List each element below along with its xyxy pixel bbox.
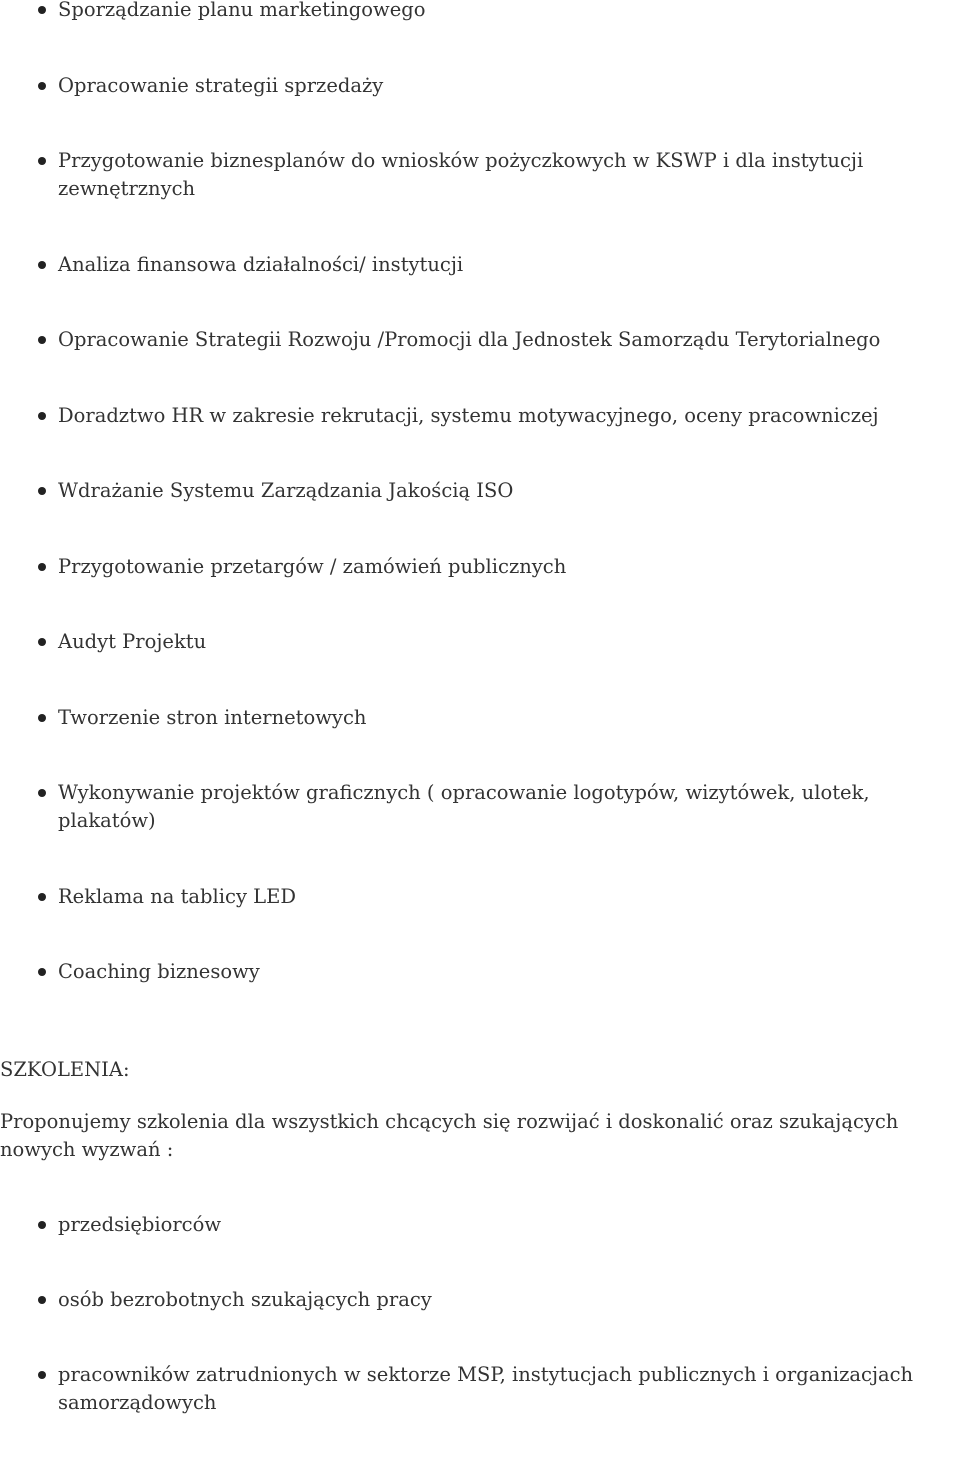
- list-item: [0, 402, 960, 430]
- list-item-text: Przygotowanie przetargów / zamówień publicznych: [58, 554, 567, 578]
- list-item-text: Analiza finansowa działalności/ instytucji: [58, 252, 464, 276]
- list-item: [0, 1211, 960, 1239]
- list-item-text: przedsiębiorców: [58, 1213, 222, 1236]
- list-item-text: Wdrażanie Systemu Zarządzania Jakością ISO: [58, 479, 514, 502]
- list-item: [0, 704, 960, 732]
- list-item: [0, 147, 960, 203]
- list-item-text: Doradztwo HR w zakresie rekrutacji, systemu motywacyjnego, oceny pracowniczej: [58, 403, 879, 427]
- list-item: [0, 1361, 960, 1417]
- list-item: [0, 72, 960, 100]
- list-item: [0, 477, 960, 505]
- list-item: [0, 628, 960, 656]
- list-item-text: Audyt Projektu: [58, 630, 207, 653]
- audience-list: [0, 1211, 960, 1464]
- list-item: [0, 0, 960, 24]
- bullet-icon: [38, 789, 46, 797]
- training-intro: Proponujemy szkolenia dla wszystkich chcących się rozwijać i doskonalić oraz szukających nowych wyzwań :: [0, 1110, 899, 1161]
- bullet-icon: [38, 336, 46, 344]
- list-item-text: osób bezrobotnych szukających pracy: [58, 1288, 432, 1311]
- bullet-icon: [38, 893, 46, 901]
- list-item-text: Opracowanie Strategii Rozwoju /Promocji dla Jednostek Samorządu Terytorialnego: [58, 328, 881, 351]
- bullet-icon: [38, 412, 46, 420]
- bullet-icon: [38, 1371, 46, 1379]
- list-item-text: pracowników zatrudnionych w sektorze MSP, instytucjach publicznych i organizacjach samorządowych: [58, 1363, 914, 1414]
- bullet-icon: [38, 714, 46, 722]
- bullet-icon: [38, 487, 46, 495]
- bullet-icon: [38, 157, 46, 165]
- list-item-text: Wykonywanie projektów graficznych ( opracowanie logotypów, wizytówek, ulotek, plakatów): [58, 781, 870, 832]
- list-item: [0, 1286, 960, 1314]
- section-heading: SZKOLENIA:: [0, 1058, 130, 1081]
- bullet-icon: [38, 1296, 46, 1304]
- list-item: [0, 958, 960, 986]
- bullet-icon: [38, 968, 46, 976]
- list-item-text: Reklama na tablicy LED: [58, 884, 296, 908]
- list-item: [0, 779, 960, 835]
- list-item-text: Przygotowanie biznesplanów do wniosków pożyczkowych w KSWP i dla instytucji zewnętrznych: [58, 149, 864, 200]
- list-item-text: Tworzenie stron internetowych: [58, 705, 367, 729]
- bullet-icon: [38, 6, 46, 14]
- bullet-icon: [38, 1221, 46, 1229]
- bullet-icon: [38, 261, 46, 269]
- bullet-icon: [38, 638, 46, 646]
- bullet-icon: [38, 563, 46, 571]
- list-item-text: Coaching biznesowy: [58, 960, 260, 983]
- list-item: [0, 553, 960, 581]
- bullet-icon: [38, 82, 46, 90]
- list-item: [0, 883, 960, 911]
- list-item: [0, 326, 960, 354]
- list-item: [0, 251, 960, 279]
- list-item-text: Opracowanie strategii sprzedaży: [58, 73, 384, 97]
- list-item-text: Sporządzanie planu marketingowego: [58, 0, 426, 21]
